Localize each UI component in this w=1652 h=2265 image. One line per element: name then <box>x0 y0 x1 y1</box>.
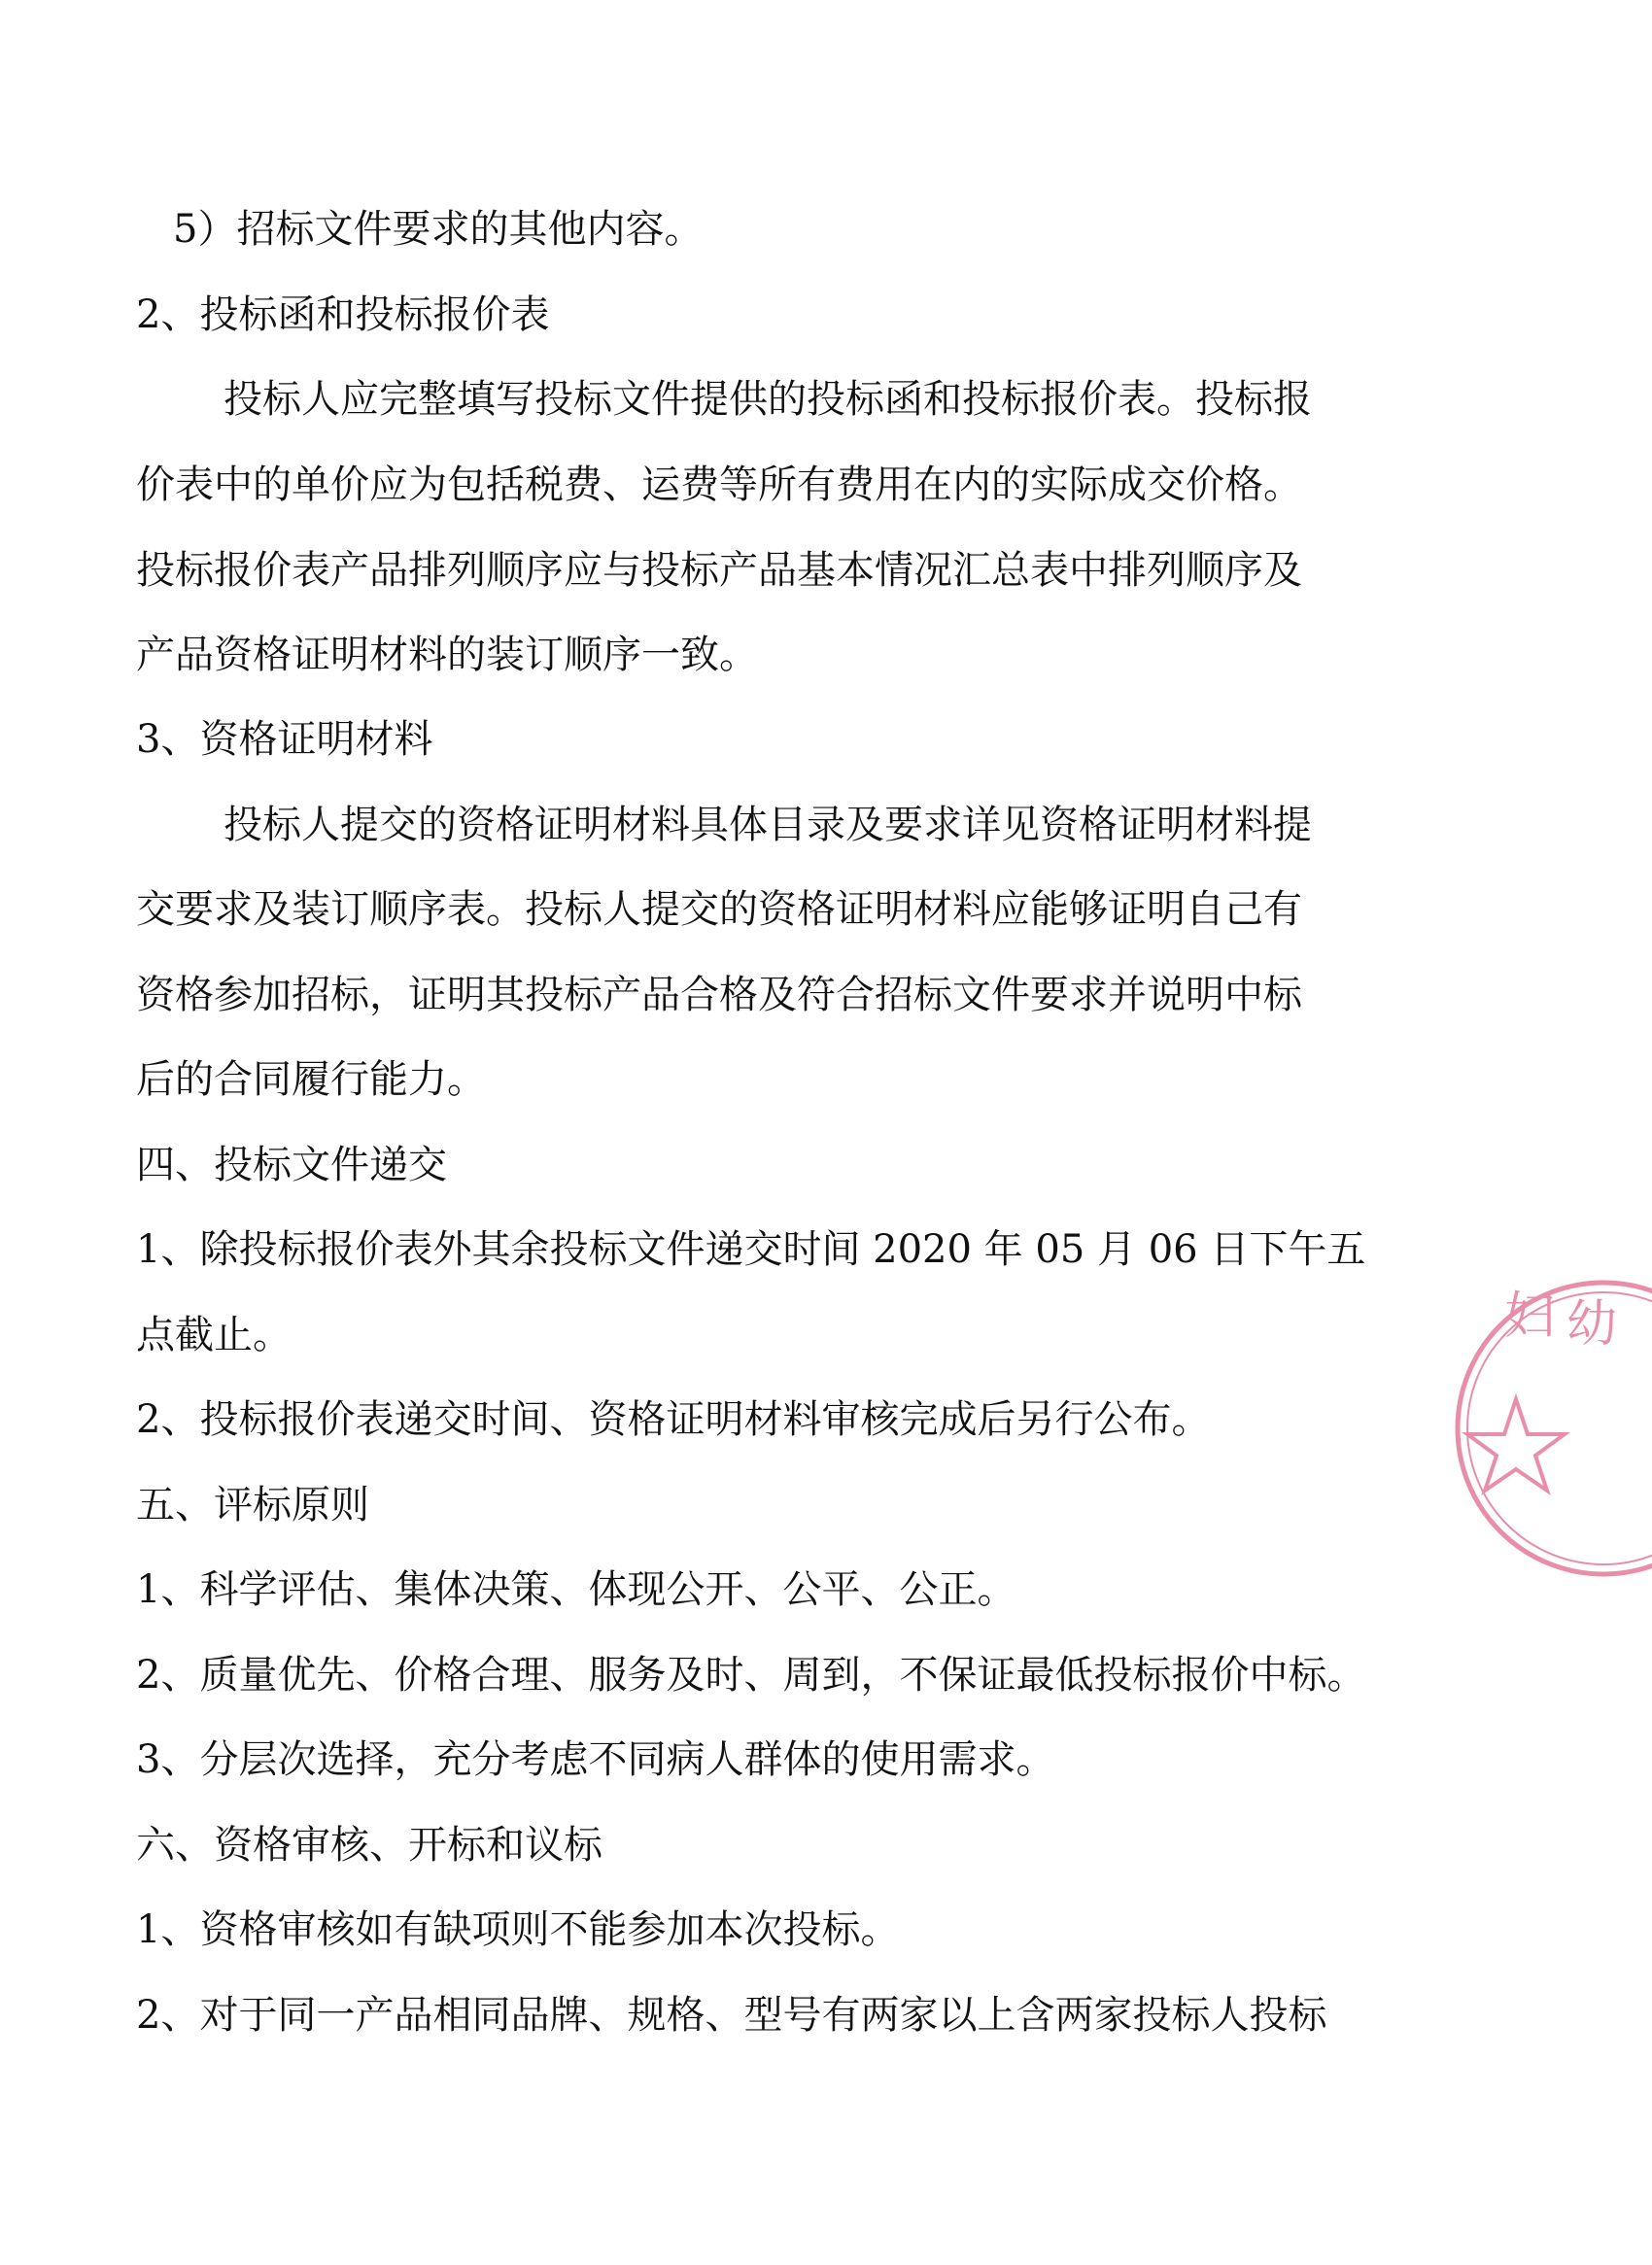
section-heading-review: 六、资格审核、开标和议标 <box>136 1823 602 1868</box>
list-item-other-content: 5）招标文件要求的其他内容。 <box>173 207 704 252</box>
official-seal <box>1438 1263 1652 1574</box>
paragraph-line: 价表中的单价应为包括税费、运费等所有费用在内的实际成交价格。 <box>136 463 1302 507</box>
section-heading-submission: 四、投标文件递交 <box>136 1143 447 1187</box>
paragraph-line: 交要求及装订顺序表。投标人提交的资格证明材料应能够证明自己有 <box>136 887 1302 932</box>
paragraph-line: 1、除投标报价表外其余投标文件递交时间 2020 年 05 月 06 日下午五 <box>136 1227 1366 1272</box>
paragraph-line: 资格参加招标，证明其投标产品合格及符合招标文件要求并说明中标 <box>136 973 1302 1017</box>
seal-star-icon <box>1467 1399 1565 1491</box>
seal-char: 妇 <box>1504 1287 1556 1346</box>
seal-char: 幼 <box>1566 1295 1618 1354</box>
section-heading-qualification: 3、资格证明材料 <box>136 717 433 762</box>
paragraph-line: 3、分层次选择，充分考虑不同病人群体的使用需求。 <box>136 1737 1055 1782</box>
section-heading-evaluation: 五、评标原则 <box>136 1483 369 1527</box>
paragraph-line: 投标报价表产品排列顺序应与投标产品基本情况汇总表中排列顺序及 <box>136 548 1302 593</box>
paragraph-line: 2、对于同一产品相同品牌、规格、型号有两家以上含两家投标人投标 <box>136 1993 1327 2038</box>
paragraph-line: 产品资格证明材料的装订顺序一致。 <box>136 633 758 677</box>
paragraph-line: 后的合同履行能力。 <box>136 1057 486 1102</box>
paragraph-line: 1、资格审核如有缺项则不能参加本次投标。 <box>136 1907 900 1952</box>
paragraph-line: 投标人提交的资格证明材料具体目录及要求详见资格证明材料提 <box>224 803 1312 847</box>
paragraph-line: 2、质量优先、价格合理、服务及时、周到，不保证最低投标报价中标。 <box>136 1653 1366 1698</box>
paragraph-line: 投标人应完整填写投标文件提供的投标函和投标报价表。投标报 <box>224 377 1312 422</box>
section-heading-bid-letter: 2、投标函和投标报价表 <box>136 292 550 337</box>
paragraph-line: 2、投标报价表递交时间、资格证明材料审核完成后另行公布。 <box>136 1397 1211 1442</box>
paragraph-line: 1、科学评估、集体决策、体现公开、公平、公正。 <box>136 1567 1016 1612</box>
paragraph-line: 点截止。 <box>136 1313 292 1357</box>
